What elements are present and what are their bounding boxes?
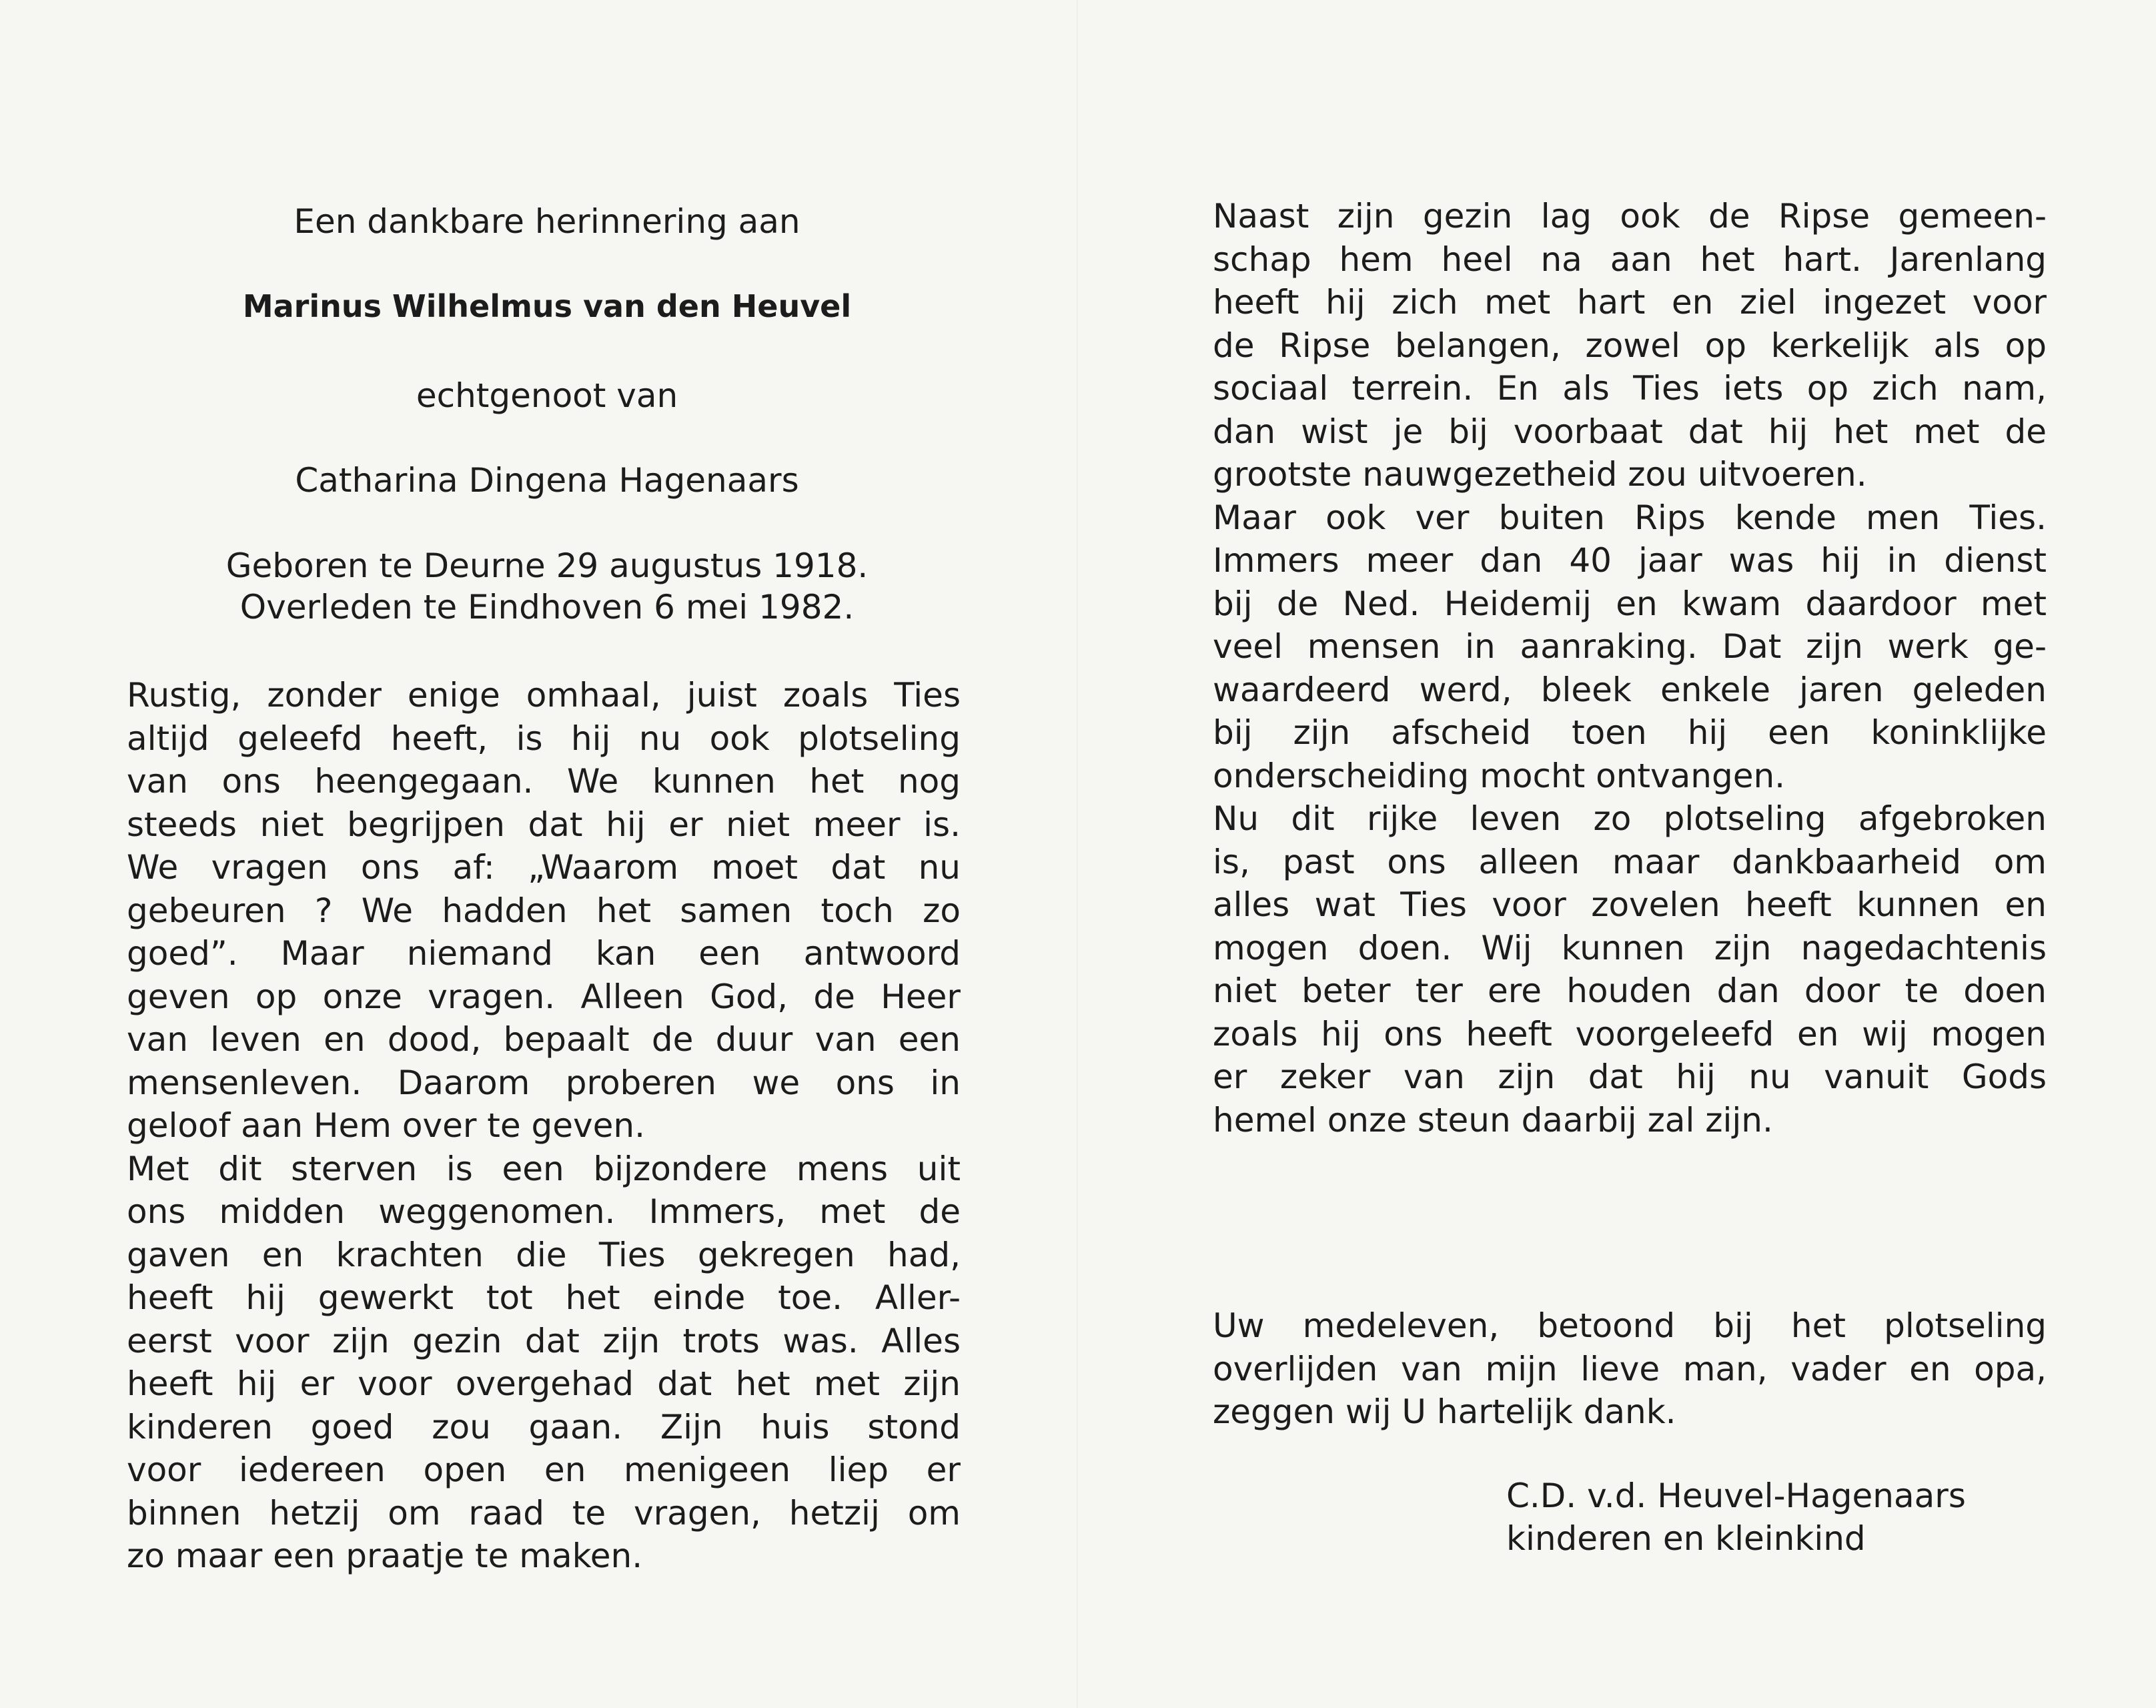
deceased-name: Marinus Wilhelmus van den Heuvel (242, 288, 852, 324)
right-body-line: Maar ook ver buiten Rips kende men Ties. (1213, 498, 2047, 537)
right-body-line: onderscheiding mocht ontvangen. (1213, 756, 1786, 795)
left-body-line: mensenleven. Daarom proberen we ons in (127, 1063, 961, 1102)
left-body-line: Met dit sterven is een bijzondere mens uit (127, 1149, 961, 1188)
left-body-line: van ons heengegaan. We kunnen het nog (127, 762, 961, 801)
intro-line: Een dankbare herinnering aan (294, 202, 800, 241)
left-body-line: binnen hetzij om raad te vragen, hetzij om (127, 1493, 961, 1533)
right-body-line: waardeerd werd, bleek enkele jaren geleden (1213, 670, 2047, 709)
left-body-text (127, 674, 961, 1578)
closing-text (1213, 1304, 2047, 1434)
right-body-line: veel mensen in aanraking. Dat zijn werk ge- (1213, 627, 2047, 666)
right-body-line: grootste nauwgezetheid zou uitvoeren. (1213, 455, 1867, 494)
closing-line: overlijden van mijn lieve man, vader en opa, (1213, 1349, 2047, 1388)
right-body-line: er zeker van zijn dat hij nu vanuit Gods (1213, 1057, 2047, 1096)
left-body-line: zo maar een praatje te maken. (127, 1537, 643, 1575)
death-line: Overleden te Eindhoven 6 mei 1982. (239, 588, 855, 626)
left-panel (127, 0, 967, 1708)
right-body-line: dan wist je bij voorbaat dat hij het met de (1213, 412, 2047, 451)
left-body-line: heeft hij gewerkt tot het einde toe. Aller- (127, 1278, 961, 1317)
right-panel (1213, 0, 2047, 1708)
signature-family: kinderen en kleinkind (1506, 1519, 1866, 1558)
signature (1506, 1474, 1966, 1560)
right-body-line: bij zijn afscheid toen hij een koninklijke (1213, 713, 2047, 752)
right-body-line: mogen doen. Wij kunnen zijn nagedachtenis (1213, 928, 2047, 967)
right-body-line: alles wat Ties voor zovelen heeft kunnen en (1213, 885, 2047, 924)
right-body-text (1213, 195, 2047, 1142)
left-body-line: voor iedereen open en menigeen liep er (127, 1450, 961, 1489)
right-body-line: bij de Ned. Heidemij en kwam daardoor met (1213, 584, 2047, 623)
left-body-line: kinderen goed zou gaan. Zijn huis stond (127, 1407, 961, 1446)
right-body-line: Immers meer dan 40 jaar was hij in dienst (1213, 541, 2047, 580)
left-body-line: goed”. Maar niemand kan een antwoord (127, 934, 961, 973)
right-body-line: de Ripse belangen, zowel op kerkelijk als op (1213, 326, 2047, 365)
right-body-line: niet beter ter ere houden dan door te doen (1213, 971, 2047, 1010)
left-body-line: steeds niet begrijpen dat hij er niet meer is. (127, 805, 961, 844)
left-body-line: We vragen ons af: „Waarom moet dat nu (127, 848, 961, 887)
spouse-label: echtgenoot van (416, 376, 678, 415)
left-body-line: gaven en krachten die Ties gekregen had, (127, 1235, 961, 1274)
right-body-line: heeft hij zich met hart en ziel ingezet voor (1213, 283, 2047, 322)
closing-line: Uw medeleven, betoond bij het plotseling (1213, 1306, 2047, 1345)
left-body-line: ons midden weggenomen. Immers, met de (127, 1192, 961, 1231)
left-body-line: eerst voor zijn gezin dat zijn trots was. Alles (127, 1321, 961, 1360)
left-body-line: geven op onze vragen. Alleen God, de Heer (127, 977, 961, 1016)
birth-line: Geboren te Deurne 29 augustus 1918. (225, 546, 869, 585)
closing-line: zeggen wij U hartelijk dank. (1213, 1392, 1676, 1431)
right-body-line: hemel onze steun daarbij zal zijn. (1213, 1100, 1773, 1140)
left-body-line: gebeuren ? We hadden het samen toch zo (127, 891, 961, 930)
right-body-line: zoals hij ons heeft voorgeleefd en wij mogen (1213, 1014, 2047, 1053)
signature-name: C.D. v.d. Heuvel-Hagenaars (1506, 1476, 1966, 1515)
left-body-line: Rustig, zonder enige omhaal, juist zoals Ties (127, 676, 961, 715)
left-body-line: van leven en dood, bepaalt de duur van een (127, 1020, 961, 1059)
spouse-name: Catharina Dingena Hagenaars (295, 461, 799, 500)
right-body-line: is, past ons alleen maar dankbaarheid om (1213, 842, 2047, 881)
left-body-line: heeft hij er voor overgehad dat het met zijn (127, 1364, 961, 1403)
right-body-line: sociaal terrein. En als Ties iets op zich nam, (1213, 369, 2047, 408)
card-fold (1077, 0, 1078, 1708)
left-body-line: geloof aan Hem over te geven. (127, 1106, 645, 1145)
right-body-line: Nu dit rijke leven zo plotseling afgebroken (1213, 799, 2047, 838)
right-body-line: schap hem heel na aan het hart. Jarenlang (1213, 240, 2047, 279)
right-body-line: Naast zijn gezin lag ook de Ripse gemeen- (1213, 197, 2047, 236)
left-body-line: altijd geleefd heeft, is hij nu ook plotseling (127, 719, 961, 758)
